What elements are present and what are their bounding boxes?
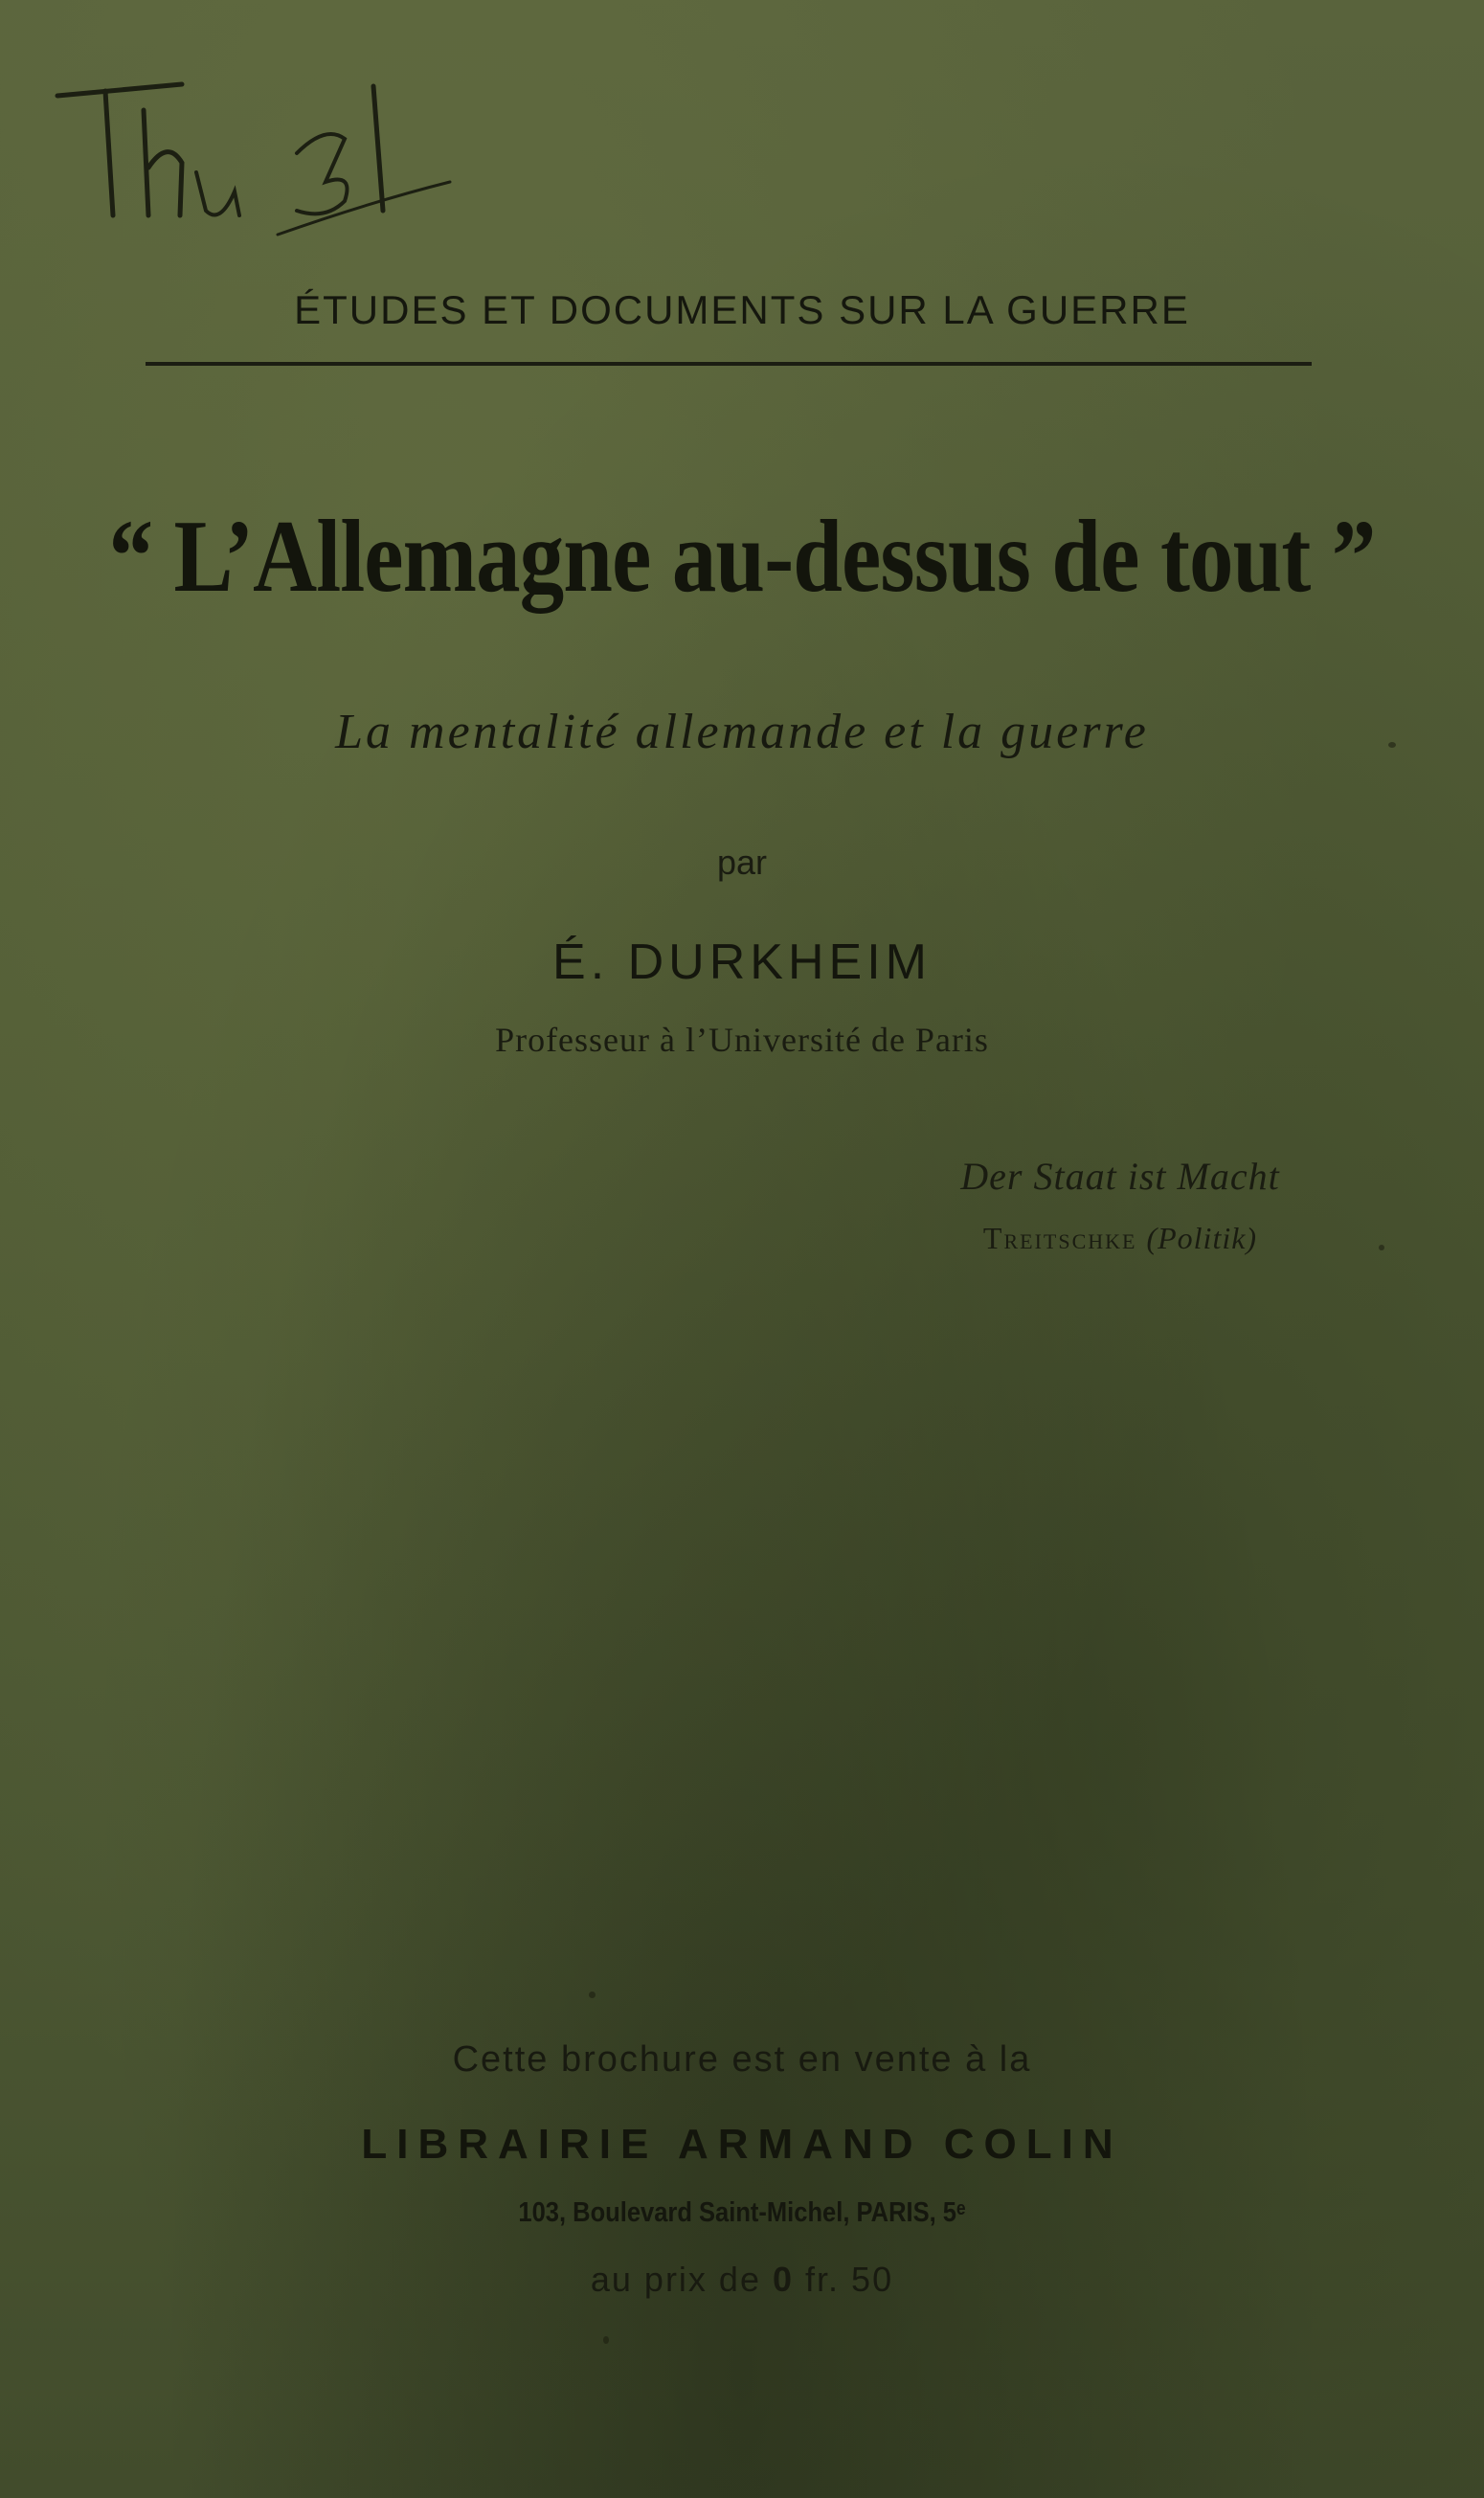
paper-speck	[589, 1992, 596, 1998]
by-label: par	[716, 843, 768, 882]
series-title: ÉTUDES ET DOCUMENTS SUR LA GUERRE	[294, 287, 1190, 332]
epigraph-source-work: (Politik)	[1146, 1221, 1258, 1255]
subtitle: La mentalité allemande et la guerre	[335, 705, 1149, 759]
main-title: “ L’Allemagne au-dessus de tout ”	[108, 500, 1376, 614]
epigraph-quote: Der Staat ist Macht	[960, 1155, 1280, 1198]
publisher-name: LIBRAIRIE ARMAND COLIN	[361, 2121, 1123, 2168]
price-line	[0, 2260, 1484, 2300]
paper-speck	[603, 2336, 609, 2344]
paper-speck	[1388, 742, 1396, 748]
epigraph-source-author: Treitschke	[982, 1221, 1137, 1255]
title-rule	[146, 362, 1312, 366]
sale-note: Cette brochure est en vente à la	[452, 2039, 1032, 2080]
author-affiliation: Professeur à l’Université de Paris	[495, 1021, 989, 1059]
paper-speck	[1379, 1245, 1384, 1250]
epigraph-source	[881, 1221, 1360, 1256]
handwritten-shelfmark	[38, 48, 488, 239]
price-prefix: au prix de	[590, 2260, 761, 2299]
author-name: É. DURKHEIM	[552, 934, 932, 990]
publisher-address: 103, Boulevard Saint-Michel, PARIS, 5ᵉ	[518, 2197, 966, 2228]
price-value: 0	[773, 2260, 795, 2299]
price-suffix: fr. 50	[805, 2260, 894, 2299]
